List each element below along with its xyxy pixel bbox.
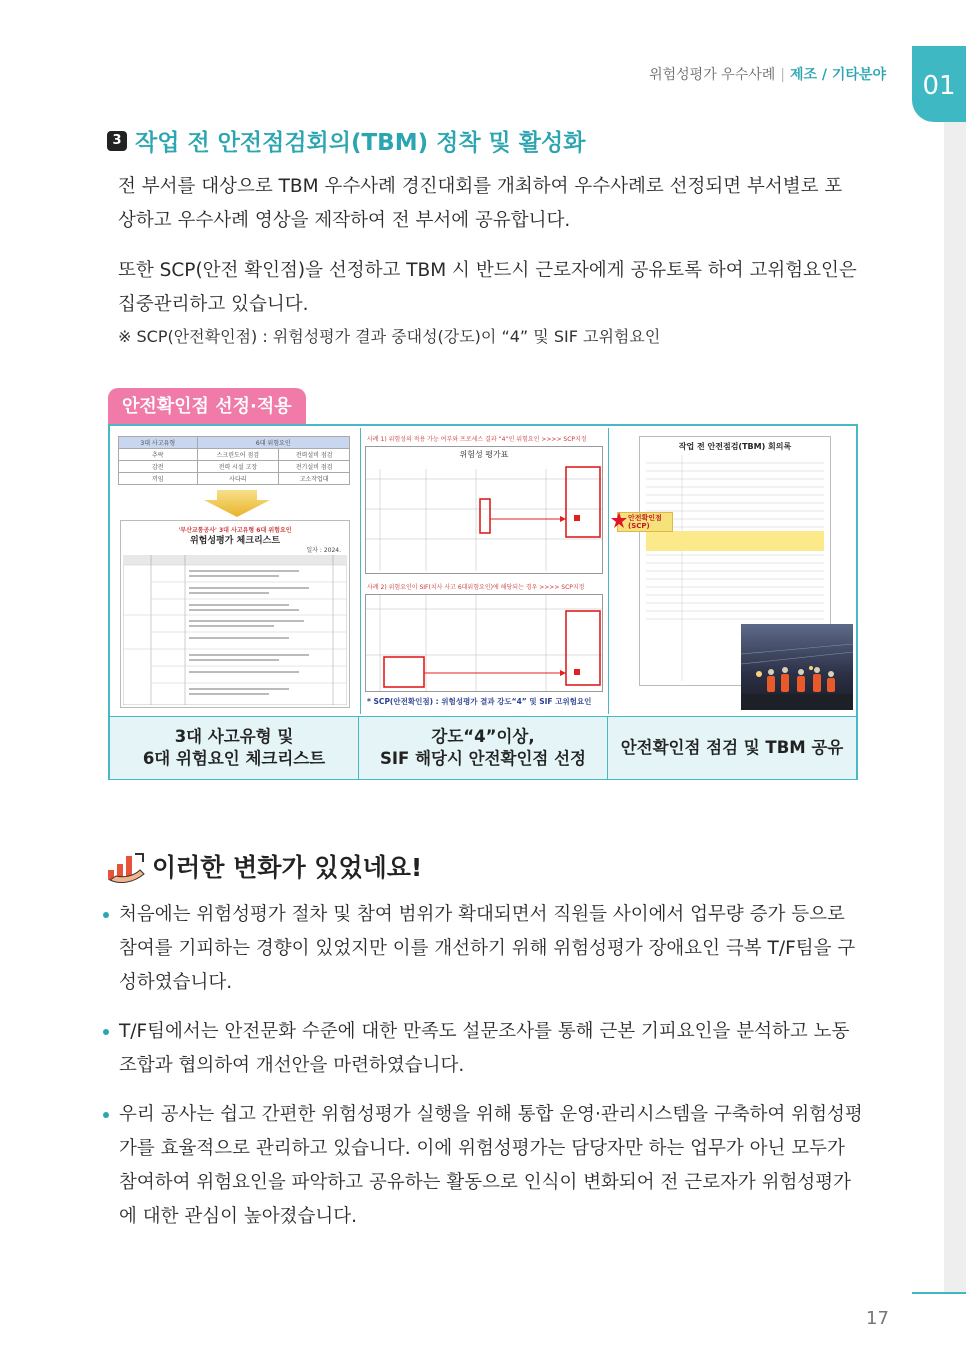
header-separator: | — [780, 67, 785, 83]
growth-chart-icon — [106, 850, 148, 884]
table-cell: 끼임 — [119, 473, 198, 485]
figure-panel-checklist — [112, 428, 356, 714]
scp-footer-note: * SCP(안전확인점) : 위험성평가 결과 강도“4” 및 SIF 고위험요인 — [367, 697, 592, 706]
header-category: 제조 / 기타분야 — [789, 67, 886, 83]
figure-panel-tbm — [608, 428, 856, 714]
bullet-dot — [103, 1029, 109, 1035]
changes-bullet — [103, 1015, 863, 1083]
table-cell: 전력설비 점검 — [279, 449, 350, 461]
bullet-dot — [103, 912, 109, 918]
star-icon — [611, 512, 627, 528]
table-row — [119, 449, 350, 461]
case-note-1: 사례 1) 위험성의 적용 가능 여부와 프로세스 결과 “4”인 위험요인 >>>> SCP지정 — [367, 436, 587, 443]
caption-checklist — [110, 717, 358, 779]
caption-scp-selection — [358, 717, 607, 779]
table-cell: 감전 — [119, 461, 198, 473]
table-row — [119, 473, 350, 485]
risk-form-1 — [365, 446, 603, 574]
running-header — [649, 64, 886, 84]
tbm-meeting-photo — [741, 624, 853, 710]
table-cell: 전기설비 점검 — [279, 461, 350, 473]
tbm-doc-title: 작업 전 안전점검(TBM) 회의록 — [678, 442, 792, 451]
figure-captions — [110, 716, 856, 779]
figure-tag: 안전확인점 선정·적용 — [108, 388, 306, 426]
section-paragraph-1: 전 부서를 대상으로 TBM 우수사례 경진대회를 개최하여 우수사례로 선정되면 부서별로 포상하고 우수사례 영상을 제작하여 전 부서에 공유합니다. — [118, 176, 843, 231]
changes-title: 이러한 변화가 있었네요! — [152, 853, 423, 882]
bullet-dot — [103, 1112, 109, 1118]
scp-highlight-label: 안전확인점 (SCP) — [617, 512, 673, 532]
checklist-document — [120, 520, 350, 708]
checklist-date: 일자 : 2024. — [306, 547, 341, 554]
section-paragraph-2: 또한 SCP(안전 확인점)을 선정하고 TBM 시 반드시 근로자에게 공유토록 하여 고위험요인은 집중관리하고 있습니다. — [118, 260, 857, 315]
risk-type-table — [118, 436, 350, 485]
page-number: 17 — [866, 1308, 889, 1329]
changes-bullet — [103, 898, 863, 1000]
chapter-number: 01 — [922, 71, 956, 101]
section-note: ※ SCP(안전확인점) : 위험성평가 결과 중대성(강도)이 “4” 및 SIF 고위험요인 — [118, 327, 661, 346]
table-header-accident: 3대 사고유형 — [119, 437, 198, 449]
checklist-grid — [123, 555, 347, 705]
table-header-risk: 6대 위험요인 — [197, 437, 349, 449]
section-title — [107, 124, 585, 157]
table-row — [119, 461, 350, 473]
risk-form-grid — [366, 459, 602, 571]
table-cell: 추락 — [119, 449, 198, 461]
table-cell: 사다리 — [197, 473, 279, 485]
caption-checklist-text: 3대 사고유형 및 6대 위험요인 체크리스트 — [142, 727, 326, 768]
changes-bullet-text: 우리 공사는 쉽고 간편한 위험성평가 실행을 위해 통합 운영·관리시스템을 구축하여 위험성평가를 효율적으로 관리하고 있습니다. 이에 위험성평가는 담당자만 하는 업무가 아닌 모두가 참여하여 위험요인을 파악하고 공유하는 활동으로 인식이 변화되어 전 근로자가 위험성평가에 대한 관심이 높아졌습니다. — [119, 1104, 863, 1227]
table-cell: 고소작업대 — [279, 473, 350, 485]
checklist-subtitle: '부산교통공사' 3대 사고유형 6대 위험요인 — [178, 527, 292, 534]
risk-form-grid-2 — [366, 595, 602, 691]
checklist-title: 위험성평가 체크리스트 — [189, 536, 281, 546]
table-cell: 전력 시설 고장 — [197, 461, 279, 473]
header-doc-title: 위험성평가 우수사례 — [649, 67, 776, 83]
risk-form-title: 위험성 평가표 — [459, 450, 509, 459]
side-strip — [944, 92, 966, 1292]
down-arrow-icon — [202, 490, 272, 518]
changes-bullet-text: T/F팀에서는 안전문화 수준에 대한 만족도 설문조사를 통해 근본 기피요인을 분석하고 노동조합과 협의하여 개선안을 마련하였습니다. — [119, 1021, 850, 1076]
section-number-badge: 3 — [107, 131, 127, 151]
caption-scp-text: 강도“4”이상, SIF 해당시 안전확인점 선정 — [380, 727, 586, 768]
changes-bullet-text: 처음에는 위험성평가 절차 및 참여 범위가 확대되면서 직원들 사이에서 업무량 증가 등으로 참여를 기피하는 경향이 있었지만 이를 개선하기 위해 위험성평가 장애요인 극복 T/F팀을 구성하였습니다. — [119, 904, 856, 993]
chapter-tab — [912, 46, 966, 122]
section-title-text: 작업 전 안전점검회의(TBM) 정착 및 활성화 — [135, 130, 586, 156]
table-cell: 스크린도어 점검 — [197, 449, 279, 461]
risk-form-2 — [365, 594, 603, 692]
caption-tbm-text: 안전확인점 점검 및 TBM 공유 — [620, 738, 844, 757]
page-number-rule — [912, 1292, 966, 1294]
figure-panel-scp-selection — [360, 428, 606, 714]
case-note-2: 사례 2) 위험요인이 SIF(치사 사고 6대위험요인)에 해당되는 경우 >>>> SCP지정 — [367, 584, 585, 591]
caption-tbm-share — [607, 717, 856, 779]
changes-bullet — [103, 1098, 863, 1234]
